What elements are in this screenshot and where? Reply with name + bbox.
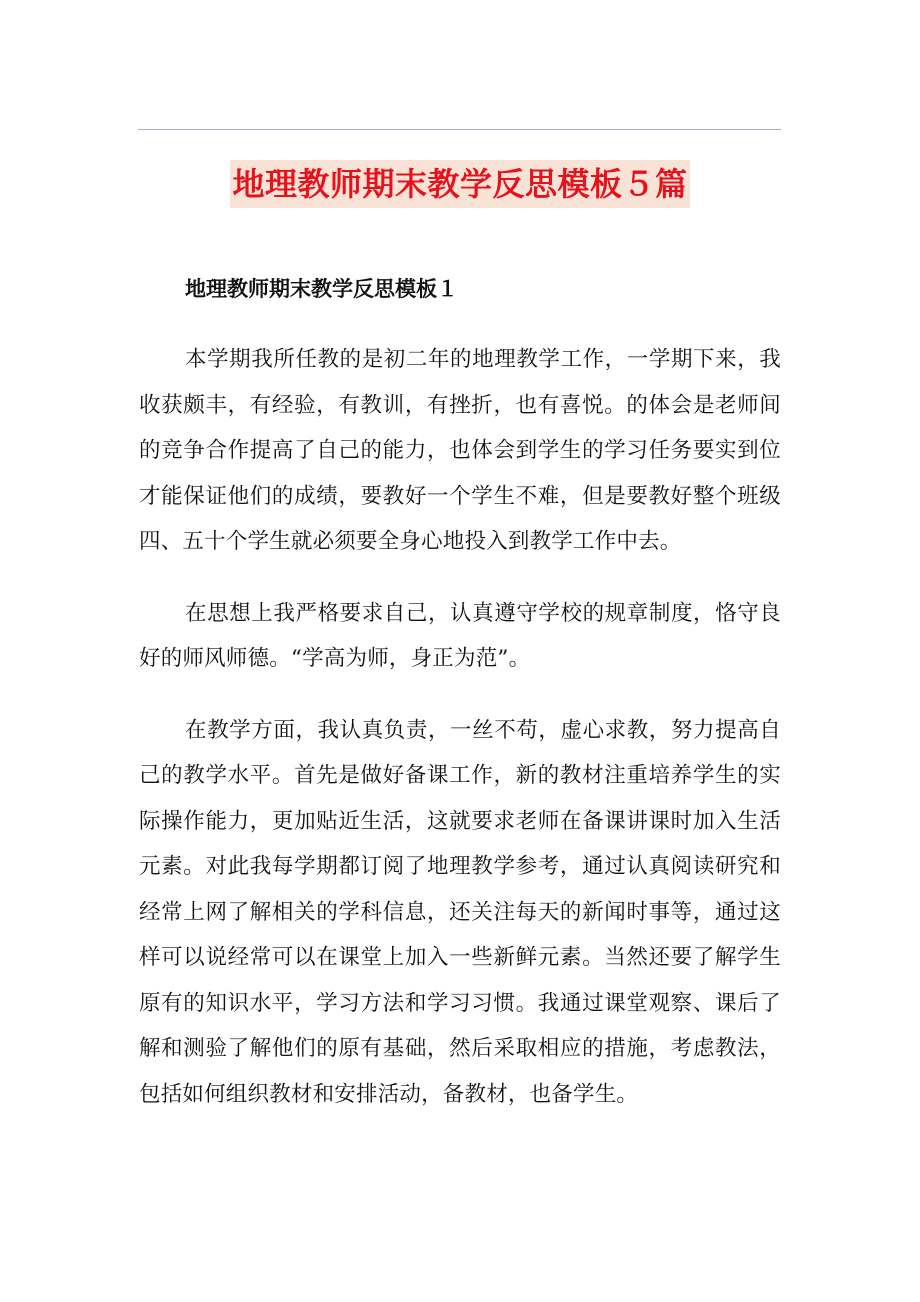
paragraph-2: 在思想上我严格要求自己，认真遵守学校的规章制度，恪守良好的师风师德。“学高为师，身正为范”。 xyxy=(139,600,781,671)
header-rule xyxy=(138,129,781,130)
document-body xyxy=(139,267,781,1143)
paragraph-1: 本学期我所任教的是初二年的地理教学工作，一学期下来，我收获颇丰，有经验，有教训，有挫折，也有喜悦。的体会是老师间的竞争合作提高了自己的能力，也体会到学生的学习任务要实到位才能保证他们的成绩，要教好一个学生不难，但是要教好整个班级四、五十个学生就必须要全身心地投入到教学工作中去。 xyxy=(139,347,781,554)
paragraph-3: 在教学方面，我认真负责，一丝不苟，虚心求教，努力提高自己的教学水平。首先是做好备课工作，新的教材注重培养学生的实际操作能力，更加贴近生活，这就要求老师在备课讲课时加入生活元素。对此我每学期都订阅了地理教学参考，通过认真阅读研究和经常上网了解相关的学科信息，还关注每天的新闻时事等，通过这样可以说经常可以在课堂上加入一些新鲜元素。当然还要了解学生原有的知识水平，学习方法和学习习惯。我通过课堂观察、课后了解和测验了解他们的原有基础，然后采取相应的措施，考虑教法，包括如何组织教材和安排活动，备教材，也备学生。 xyxy=(139,717,781,1107)
title-container xyxy=(0,160,920,208)
section-heading: 地理教师期末教学反思模板１ xyxy=(185,276,458,301)
document-title: 地理教师期末教学反思模板５篇 xyxy=(230,160,689,208)
